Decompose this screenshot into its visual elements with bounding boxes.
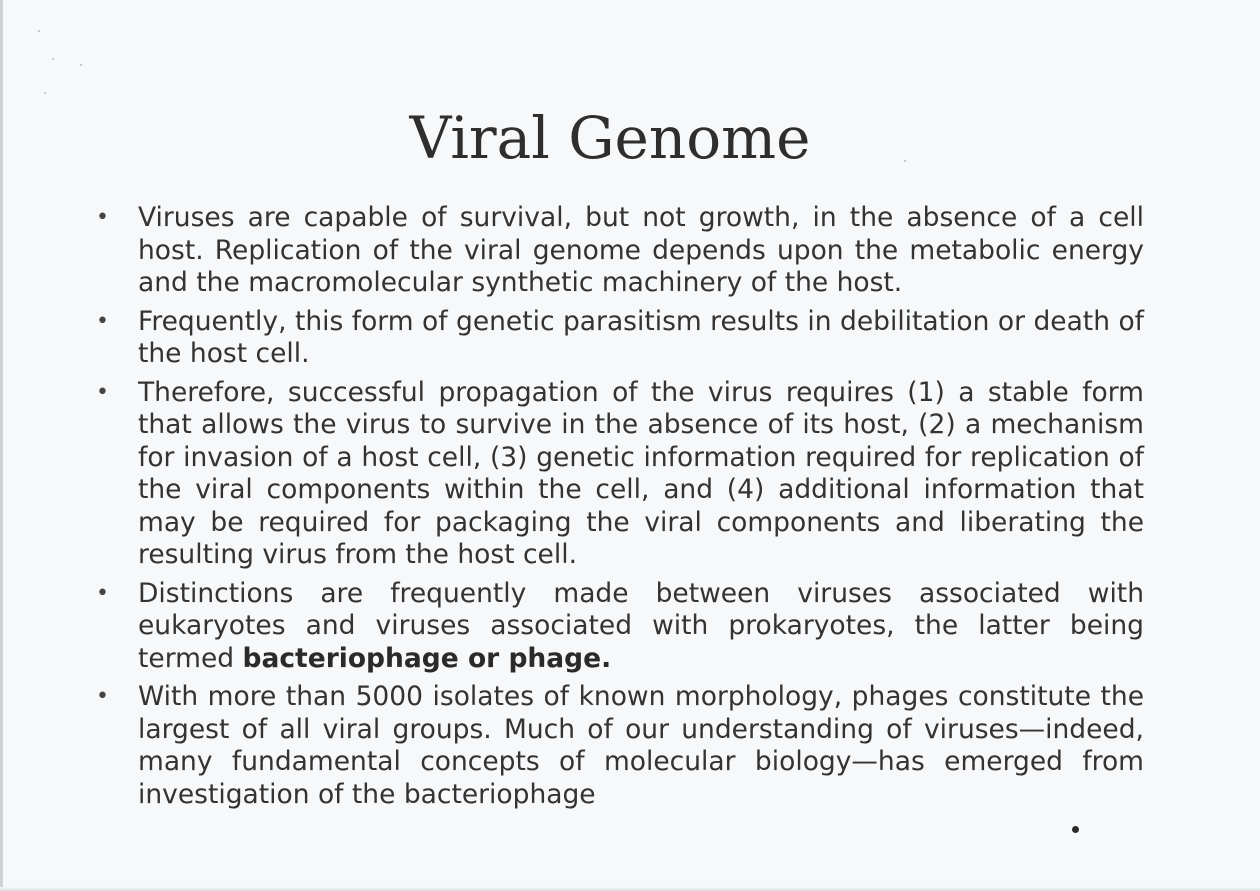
bullet-bold-term: bacteriophage or phage. [242,642,612,674]
slide-title: Viral Genome [409,104,811,172]
bullet-dot-icon: • [96,308,109,334]
bullet-text: Viruses are capable of survival, but not growth, in the absence of a cell host. Replication of the viral genome depends upon the metabolic energy and the macromolecular synthetic machinery of the host. [138,202,1144,298]
bullet-item [92,377,1144,572]
bullet-text: Distinctions are frequently made between viruses associated with eukaryotes and viruses associated with prokaryotes, the latter being termed [138,577,1144,674]
scan-speckle [38,30,40,32]
bullet-dot-icon: • [96,684,109,709]
scan-speckle [52,58,54,60]
bullet-dot-icon: • [96,580,109,606]
scan-speckle [44,92,46,94]
bullet-list [92,202,1144,817]
stray-ink-dot [1072,826,1079,833]
scan-speckle [80,64,82,66]
bullet-item [92,681,1144,811]
bullet-text: Frequently, this form of genetic parasitism results in debilitation or death of the host cell. [138,305,1144,369]
bullet-item [92,306,1144,371]
bullet-item [92,202,1144,300]
page-bottom-edge [0,887,1260,891]
bullet-text: Therefore, successful propagation of the virus requires (1) a stable form that allows the virus to survive in the absence of its host, (2) a mechanism for invasion of a host cell, (3) genetic information required for replication of the viral components within the cell, and (4) additional information that may be required for packaging the viral components and liberating the resulting virus from the host cell. [138,376,1144,570]
bullet-dot-icon: • [96,379,109,405]
bullet-text: With more than 5000 isolates of known morphology, phages constitute the largest of all viral groups. Much of our understanding of viruses—indeed, many fundamental concepts of molecular biology—has emerged from investigation of the bacteriophage [138,681,1144,810]
bullet-dot-icon: • [96,205,109,230]
bullet-item [92,578,1144,676]
